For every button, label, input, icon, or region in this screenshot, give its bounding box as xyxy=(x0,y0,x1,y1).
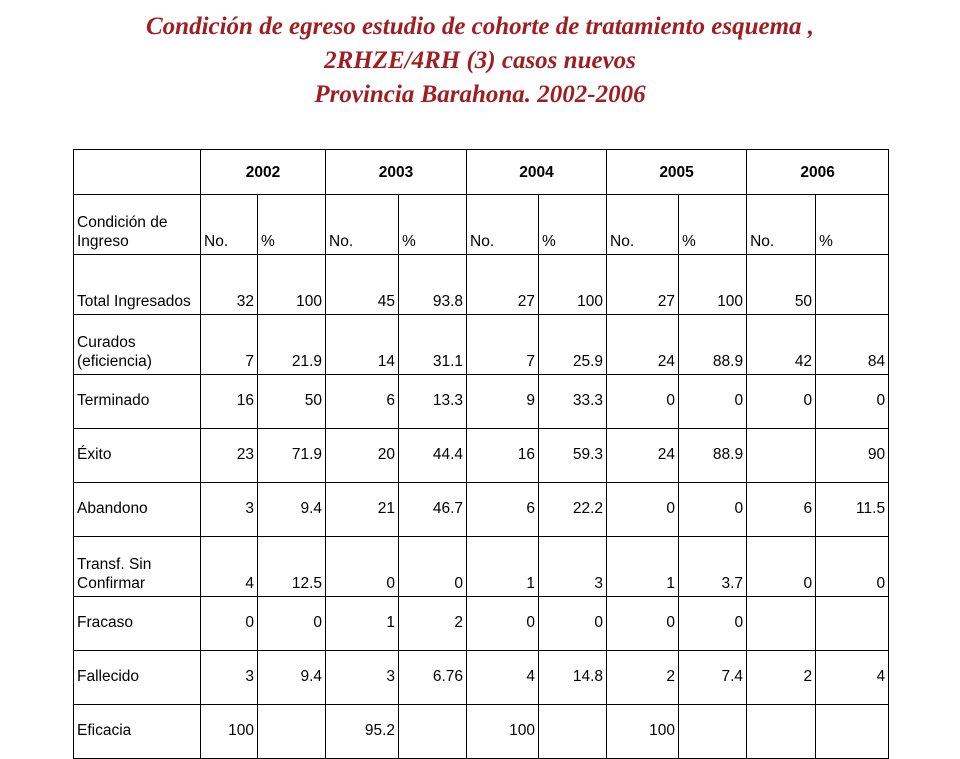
count-cell xyxy=(747,597,816,651)
count-cell: 100 xyxy=(467,705,539,759)
count-cell: 32 xyxy=(201,255,258,315)
percent-cell: 90 xyxy=(816,429,889,483)
percent-cell: 93.8 xyxy=(399,255,467,315)
title-line-2: 2RHZE/4RH (3) casos nuevos xyxy=(324,47,636,74)
count-cell: 3 xyxy=(201,483,258,537)
column-subheader: % xyxy=(679,195,747,255)
count-cell: 16 xyxy=(467,429,539,483)
row-label: Total Ingresados xyxy=(74,255,201,315)
percent-cell: 22.2 xyxy=(539,483,607,537)
count-cell: 4 xyxy=(467,651,539,705)
row-label: Eficacia xyxy=(74,705,201,759)
percent-cell xyxy=(258,705,326,759)
count-cell: 3 xyxy=(201,651,258,705)
percent-cell xyxy=(816,597,889,651)
count-cell: 0 xyxy=(607,597,679,651)
count-cell: 100 xyxy=(607,705,679,759)
count-cell: 27 xyxy=(607,255,679,315)
column-subheader: No. xyxy=(747,195,816,255)
percent-cell xyxy=(399,705,467,759)
count-cell: 50 xyxy=(747,255,816,315)
count-cell: 45 xyxy=(326,255,399,315)
percent-cell: 12.5 xyxy=(258,537,326,597)
count-cell: 16 xyxy=(201,375,258,429)
title-line-3: Provincia Barahona. 2002-2006 xyxy=(314,81,646,108)
row-label: Condición de Ingreso xyxy=(74,195,201,255)
year-header: 2006 xyxy=(747,150,889,195)
column-subheader: % xyxy=(399,195,467,255)
percent-cell: 7.4 xyxy=(679,651,747,705)
percent-cell: 50 xyxy=(258,375,326,429)
percent-cell: 100 xyxy=(679,255,747,315)
year-header: 2003 xyxy=(326,150,467,195)
percent-cell: 88.9 xyxy=(679,429,747,483)
column-subheader: No. xyxy=(607,195,679,255)
percent-cell: 59.3 xyxy=(539,429,607,483)
count-cell: 0 xyxy=(326,537,399,597)
table-row xyxy=(74,429,889,483)
percent-cell: 25.9 xyxy=(539,315,607,375)
percent-cell: 0 xyxy=(679,597,747,651)
count-cell: 2 xyxy=(747,651,816,705)
row-label: Transf. Sin Confirmar xyxy=(74,537,201,597)
count-cell xyxy=(747,705,816,759)
count-cell: 100 xyxy=(201,705,258,759)
percent-cell: 44.4 xyxy=(399,429,467,483)
count-cell: 20 xyxy=(326,429,399,483)
percent-cell: 0 xyxy=(539,597,607,651)
table-row xyxy=(74,537,889,597)
count-cell: 0 xyxy=(607,375,679,429)
row-label: Terminado xyxy=(74,375,201,429)
title-line-1: Condición de egreso estudio de cohorte de tratamiento esquema , xyxy=(145,13,815,40)
table-row xyxy=(74,705,889,759)
percent-cell: 4 xyxy=(816,651,889,705)
row-label: Fracaso xyxy=(74,597,201,651)
table-body xyxy=(74,150,889,759)
percent-cell: 0 xyxy=(679,483,747,537)
subheader-row xyxy=(74,195,889,255)
percent-cell: 84 xyxy=(816,315,889,375)
count-cell: 24 xyxy=(607,315,679,375)
count-cell: 2 xyxy=(607,651,679,705)
percent-cell: 0 xyxy=(399,537,467,597)
percent-cell: 0 xyxy=(679,375,747,429)
table-row xyxy=(74,375,889,429)
count-cell: 0 xyxy=(607,483,679,537)
row-label: Éxito xyxy=(74,429,201,483)
count-cell: 0 xyxy=(747,375,816,429)
percent-cell: 9.4 xyxy=(258,483,326,537)
row-label: Curados (eficiencia) xyxy=(74,315,201,375)
column-subheader: No. xyxy=(201,195,258,255)
percent-cell: 100 xyxy=(539,255,607,315)
percent-cell: 11.5 xyxy=(816,483,889,537)
count-cell: 21 xyxy=(326,483,399,537)
column-subheader: % xyxy=(539,195,607,255)
column-subheader: % xyxy=(816,195,889,255)
column-subheader: No. xyxy=(467,195,539,255)
count-cell: 6 xyxy=(467,483,539,537)
percent-cell: 46.7 xyxy=(399,483,467,537)
percent-cell: 3 xyxy=(539,537,607,597)
page-title xyxy=(0,10,960,112)
percent-cell xyxy=(816,705,889,759)
table-row xyxy=(74,255,889,315)
percent-cell: 6.76 xyxy=(399,651,467,705)
count-cell: 6 xyxy=(326,375,399,429)
table-row xyxy=(74,483,889,537)
percent-cell: 3.7 xyxy=(679,537,747,597)
percent-cell: 0 xyxy=(816,375,889,429)
row-label: Abandono xyxy=(74,483,201,537)
row-label: Fallecido xyxy=(74,651,201,705)
percent-cell: 14.8 xyxy=(539,651,607,705)
count-cell xyxy=(747,429,816,483)
percent-cell: 71.9 xyxy=(258,429,326,483)
count-cell: 1 xyxy=(326,597,399,651)
percent-cell: 9.4 xyxy=(258,651,326,705)
percent-cell: 88.9 xyxy=(679,315,747,375)
count-cell: 4 xyxy=(201,537,258,597)
count-cell: 24 xyxy=(607,429,679,483)
percent-cell xyxy=(679,705,747,759)
count-cell: 23 xyxy=(201,429,258,483)
percent-cell: 31.1 xyxy=(399,315,467,375)
count-cell: 7 xyxy=(201,315,258,375)
percent-cell: 0 xyxy=(258,597,326,651)
count-cell: 42 xyxy=(747,315,816,375)
table-row xyxy=(74,651,889,705)
column-subheader: No. xyxy=(326,195,399,255)
count-cell: 27 xyxy=(467,255,539,315)
count-cell: 1 xyxy=(467,537,539,597)
year-header: 2004 xyxy=(467,150,607,195)
count-cell: 0 xyxy=(201,597,258,651)
percent-cell: 13.3 xyxy=(399,375,467,429)
percent-cell xyxy=(539,705,607,759)
count-cell: 14 xyxy=(326,315,399,375)
percent-cell: 0 xyxy=(816,537,889,597)
count-cell: 7 xyxy=(467,315,539,375)
count-cell: 95.2 xyxy=(326,705,399,759)
table-row xyxy=(74,597,889,651)
year-header: 2005 xyxy=(607,150,747,195)
count-cell: 0 xyxy=(467,597,539,651)
count-cell: 1 xyxy=(607,537,679,597)
percent-cell: 33.3 xyxy=(539,375,607,429)
percent-cell xyxy=(816,255,889,315)
count-cell: 6 xyxy=(747,483,816,537)
count-cell: 0 xyxy=(747,537,816,597)
percent-cell: 100 xyxy=(258,255,326,315)
year-header: 2002 xyxy=(201,150,326,195)
corner-cell xyxy=(74,150,201,195)
percent-cell: 21.9 xyxy=(258,315,326,375)
cohort-table xyxy=(73,149,889,759)
count-cell: 3 xyxy=(326,651,399,705)
column-subheader: % xyxy=(258,195,326,255)
year-header-row xyxy=(74,150,889,195)
count-cell: 9 xyxy=(467,375,539,429)
percent-cell: 2 xyxy=(399,597,467,651)
table-row xyxy=(74,315,889,375)
